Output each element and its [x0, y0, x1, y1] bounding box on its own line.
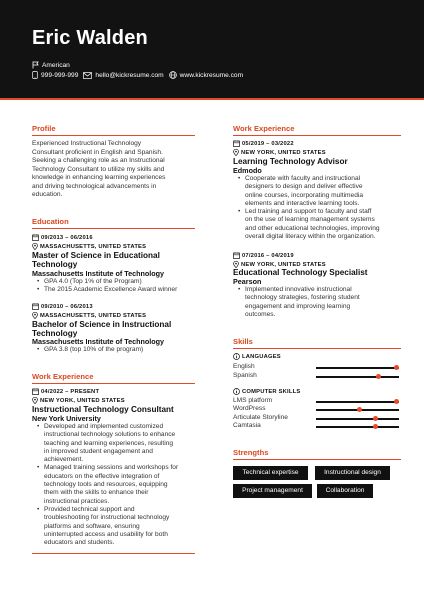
- nationality-line: [32, 61, 70, 69]
- skill-level-dot: [394, 365, 399, 370]
- work-r2-company: Pearson: [233, 277, 262, 286]
- flag-icon: [32, 61, 39, 69]
- info-icon: [233, 353, 240, 360]
- skill-bar: [316, 426, 399, 428]
- contact-line: [32, 71, 248, 79]
- globe-icon: [169, 71, 177, 79]
- work-r1-bullets: [236, 175, 413, 241]
- location-pin-icon: [233, 149, 239, 156]
- list-item: • Managed training sessions and workshops for educators on the effective integration of technology tools and resources, equipping them with the skills to enhance their instructional practices.: [44, 464, 214, 505]
- profile-text: Experienced Instructional Technology Consultant proficient in English and Spanish. Seeking a challenging role as an Instructional Technology Consultant to utilize my skills and knowledge in enhancing learning experiences and driving technological advancements in education.: [32, 140, 166, 198]
- phone[interactable]: 999-999-999: [41, 71, 79, 79]
- strengths-rule: [233, 459, 401, 460]
- skill-level-dot: [373, 424, 378, 429]
- work-r1-dates: 05/2019 – 03/2022: [233, 140, 294, 147]
- edu2-dates: 09/2010 – 06/2013: [32, 303, 93, 310]
- location-pin-icon: [32, 312, 38, 319]
- strengths-title: Strengths: [233, 448, 269, 457]
- edu1-dates: 09/2013 – 06/2016: [32, 234, 93, 241]
- list-item: • GPA 3.8 (top 10% of the program): [44, 346, 143, 354]
- work-left-dates: 04/2022 – PRESENT: [32, 388, 99, 395]
- mail-icon: [83, 72, 92, 79]
- website[interactable]: www.kickresume.com: [179, 71, 244, 79]
- strength-tag: Instructional design: [315, 466, 390, 480]
- list-item: • Cooperate with faculty and instructional designers to design and deliver effective online courses, incorporating multimedia elements and interactive learning tools.: [245, 175, 413, 208]
- location-pin-icon: [32, 243, 38, 250]
- nationality: American: [42, 61, 70, 69]
- work-r1-location: NEW YORK, UNITED STATES: [233, 149, 326, 156]
- header: [0, 0, 424, 100]
- candidate-name: Eric Walden: [32, 27, 148, 49]
- list-item: • Implemented innovative instructional technology strategies, fostering student engagement and improving learning outcomes.: [245, 286, 413, 319]
- list-item: • GPA 4.0 (Top 1% of the Program): [44, 278, 177, 286]
- computer-skills-label: COMPUTER SKILLS: [233, 388, 300, 395]
- location-pin-icon: [32, 397, 38, 404]
- list-item: • Developed and implemented customized instructional technology solutions to enhance teaching and learning experiences, resulting in improved student engagement and achievement.: [44, 423, 214, 464]
- skill-storyline: Articulate Storyline: [233, 414, 401, 422]
- work-r1-company: Edmodo: [233, 166, 262, 175]
- edu1-school: Massachusetts Institute of Technology: [32, 269, 165, 278]
- work-right-rule: [233, 135, 401, 136]
- calendar-icon: [32, 303, 39, 310]
- work-r2-bullets: [236, 286, 413, 319]
- skill-spanish: Spanish: [233, 372, 401, 380]
- education-rule: [32, 228, 195, 229]
- work-r2-role: Educational Technology Specialist: [233, 268, 368, 277]
- work-right-title: Work Experience: [233, 124, 295, 133]
- strength-tag: Project management: [233, 484, 312, 498]
- languages-label: LANGUAGES: [233, 353, 281, 360]
- strength-tag: Collaboration: [317, 484, 373, 498]
- calendar-icon: [32, 388, 39, 395]
- list-item: • The 2015 Academic Excellence Award winner: [44, 286, 177, 294]
- work-r1-role: Learning Technology Advisor: [233, 157, 348, 166]
- education-title: Education: [32, 217, 69, 226]
- email[interactable]: hello@kickresume.com: [95, 71, 164, 79]
- skill-bar: [316, 401, 399, 403]
- skill-level-dot: [373, 416, 378, 421]
- work-r2-location: NEW YORK, UNITED STATES: [233, 261, 326, 268]
- edu1-degree: Master of Science in Educational Technology: [32, 251, 160, 269]
- work-left-title: Work Experience: [32, 372, 94, 381]
- skill-bar: [316, 376, 399, 378]
- edu1-bullets: [35, 278, 177, 295]
- profile-rule: [32, 135, 195, 136]
- work-left-rule: [32, 383, 195, 384]
- skill-wordpress: WordPress: [233, 405, 401, 413]
- edu2-location: MASSACHUSETTS, UNITED STATES: [32, 312, 146, 319]
- edu2-degree: Bachelor of Science in Instructional Technology: [32, 320, 172, 338]
- skill-bar: [316, 367, 399, 369]
- calendar-icon: [233, 140, 240, 147]
- list-item: • Led training and support to faculty and staff on the use of learning management systems and other educational technologies, improving overall digital literacy within the organization.: [245, 208, 413, 241]
- edu1-location: MASSACHUSETTS, UNITED STATES: [32, 243, 146, 250]
- work-left-location: NEW YORK, UNITED STATES: [32, 397, 125, 404]
- strength-tag: Technical expertise: [233, 466, 308, 480]
- edu2-bullets: [35, 346, 143, 354]
- skill-level-dot: [376, 374, 381, 379]
- skill-english: English: [233, 363, 401, 371]
- calendar-icon: [32, 234, 39, 241]
- skill-camtasia: Camtasia: [233, 422, 401, 430]
- skill-lms: LMS platform: [233, 397, 401, 405]
- list-item: • Provided technical support and troubleshooting for instructional technology platforms and software, ensuring uninterrupted access and usability for both educators and students.: [44, 506, 214, 547]
- calendar-icon: [233, 252, 240, 259]
- location-pin-icon: [233, 261, 239, 268]
- skill-level-dot: [357, 407, 362, 412]
- info-icon: [233, 388, 240, 395]
- work-left-role: Instructional Technology Consultant: [32, 405, 174, 414]
- work-left-company: New York University: [32, 414, 101, 423]
- work-r2-dates: 07/2016 – 04/2019: [233, 252, 294, 259]
- phone-icon: [32, 71, 38, 79]
- profile-title: Profile: [32, 124, 56, 133]
- edu2-school: Massachusetts Institute of Technology: [32, 337, 165, 346]
- work-left-bullets: [35, 423, 214, 547]
- skills-title: Skills: [233, 337, 253, 346]
- left-bottom-rule: [32, 553, 195, 554]
- skill-level-dot: [394, 399, 399, 404]
- skills-rule: [233, 348, 401, 349]
- skill-bar: [316, 418, 399, 420]
